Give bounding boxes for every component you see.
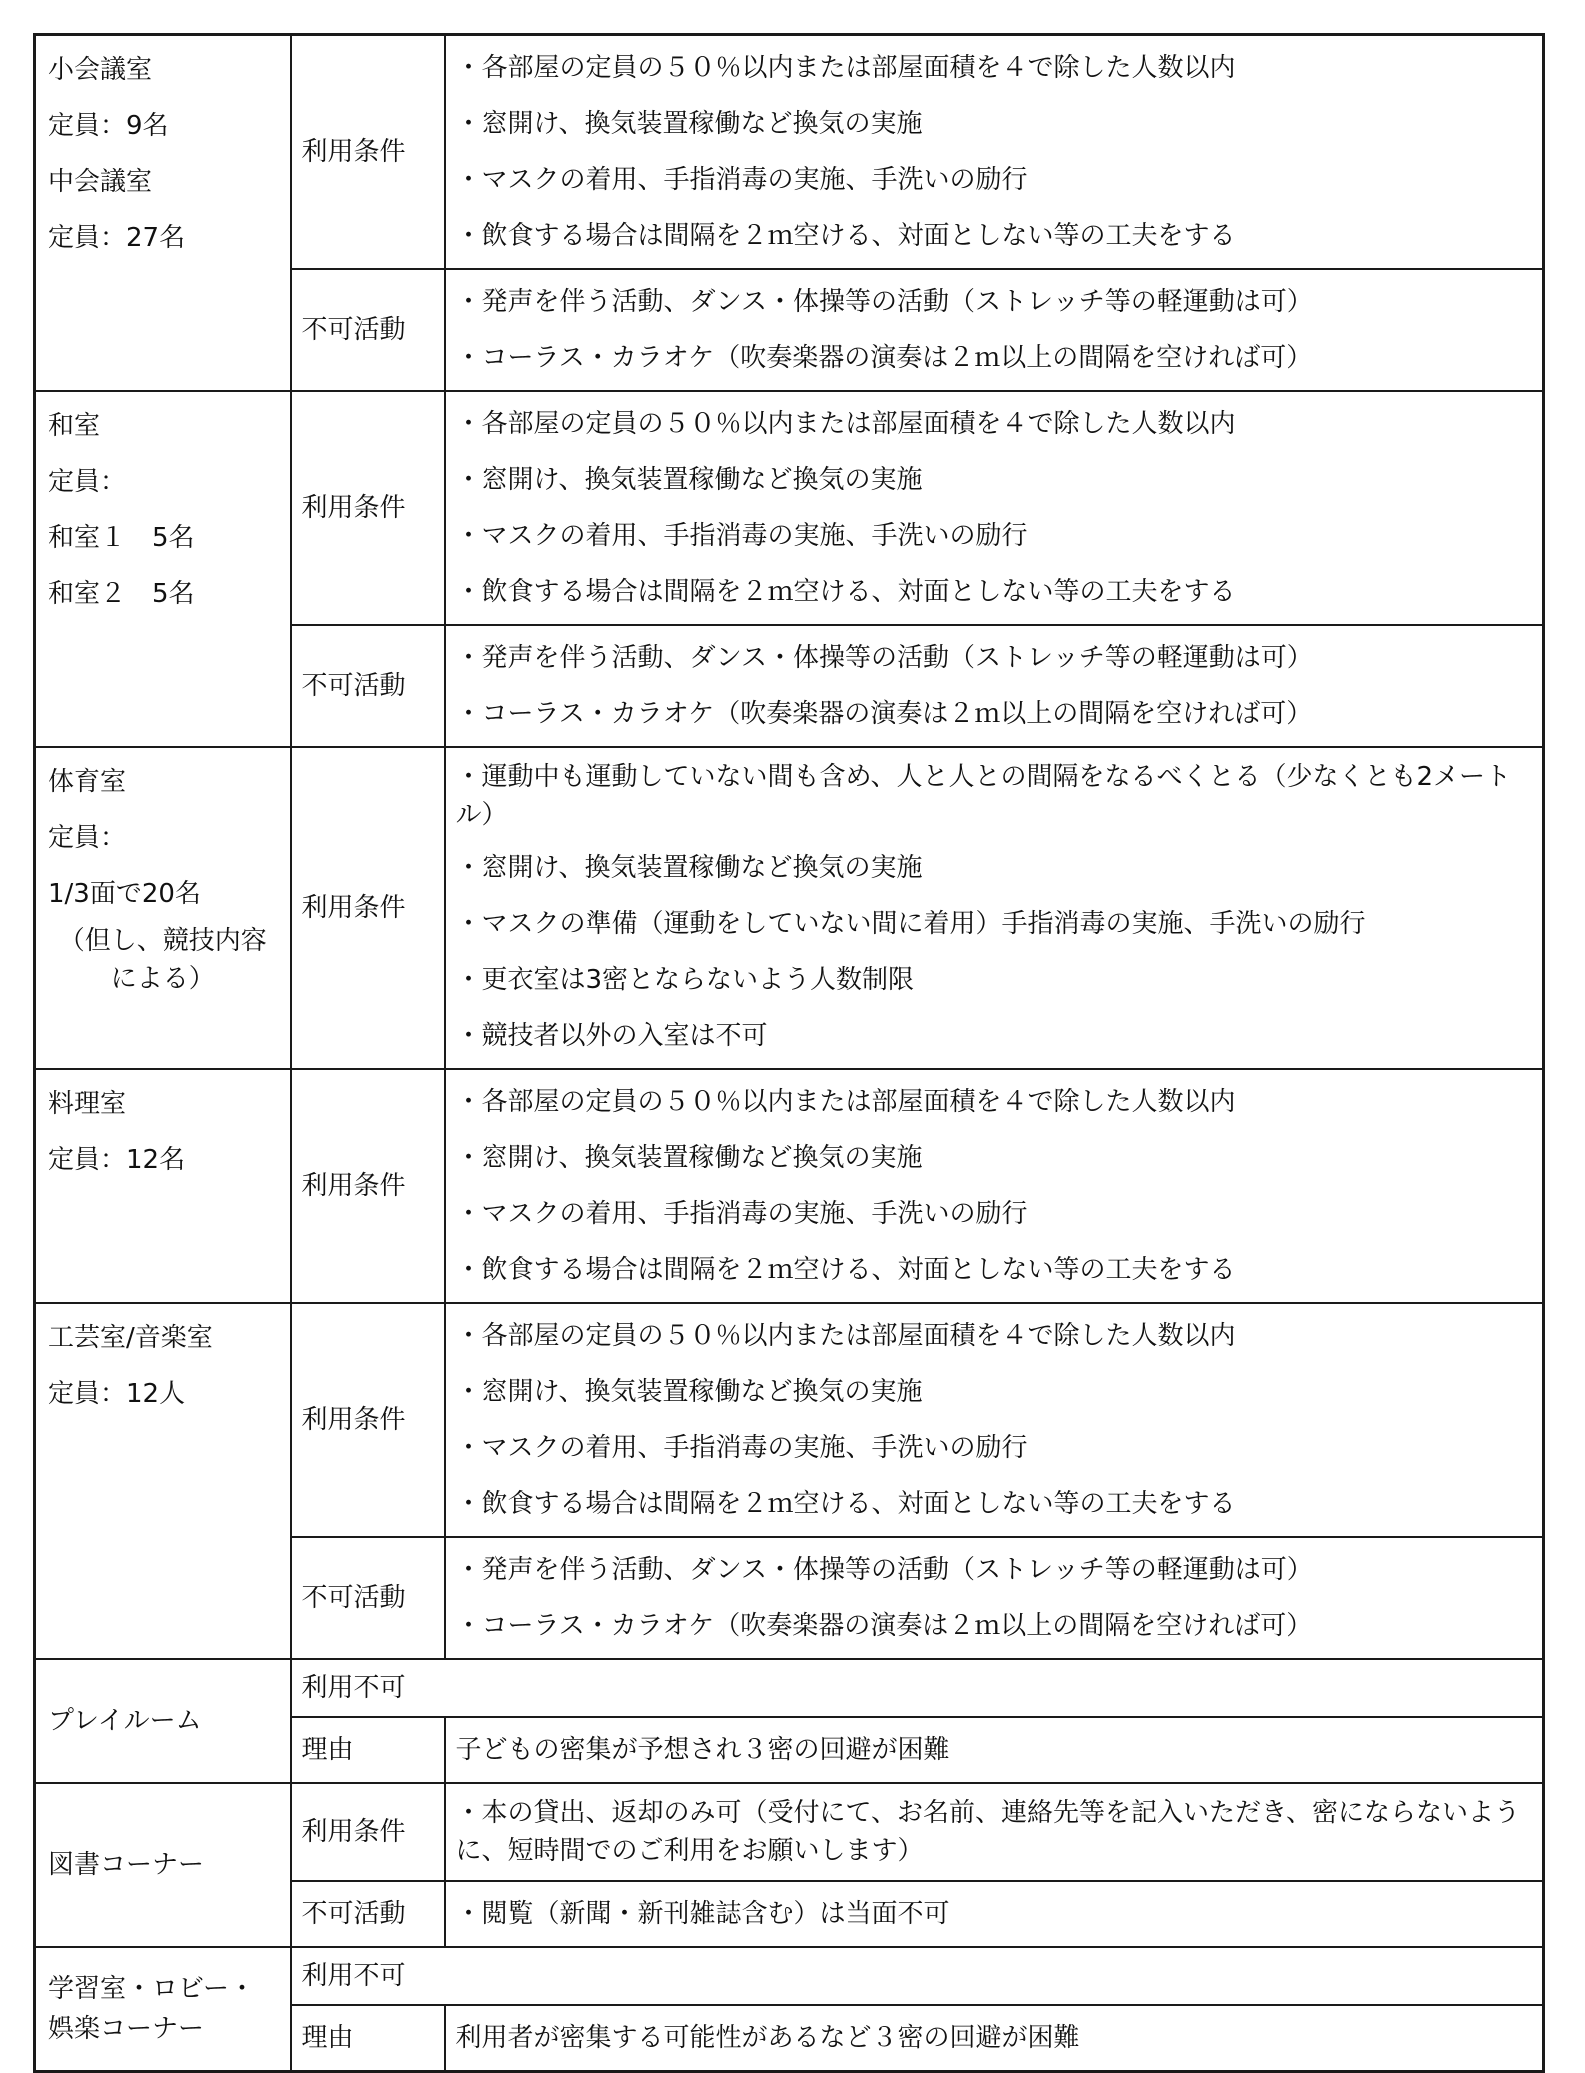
condition-item: ・飲食する場合は間隔を２ｍ空ける、対面としない等の工夫をする	[455, 1255, 1236, 1285]
condition-item: ・マスクの着用、手指消毒の実施、手洗いの励行	[455, 165, 1028, 195]
table-row	[35, 391, 1544, 625]
condition-item: ・マスクの着用、手指消毒の実施、手洗いの励行	[455, 521, 1028, 551]
condition-item: ・マスクの着用、手指消毒の実施、手洗いの励行	[455, 1433, 1028, 1463]
category-cell: 利用条件	[291, 1069, 445, 1303]
prohibited-cell	[445, 269, 1544, 391]
category-cell: 理由	[291, 2005, 445, 2072]
category-cell: 不可活動	[291, 625, 445, 747]
prohibited-cell	[445, 625, 1544, 747]
room-cell	[35, 391, 291, 747]
table-row	[35, 747, 1544, 1069]
conditions-cell	[445, 1303, 1544, 1537]
condition-item: ・本の貸出、返却のみ可（受付にて、お名前、連絡先等を記入いただき、密にならないように、短時間でのご利用をお願いします）	[455, 1798, 1520, 1866]
category-cell: 不可活動	[291, 269, 445, 391]
condition-item: ・窓開け、換気装置稼働など換気の実施	[455, 853, 923, 883]
condition-item: ・競技者以外の入室は不可	[455, 1021, 768, 1051]
category-cell: 不可活動	[291, 1881, 445, 1947]
prohibited-cell	[445, 1881, 1544, 1947]
conditions-cell	[445, 1069, 1544, 1303]
room-label-line: 学習室・ロビー・	[48, 1974, 255, 2004]
condition-item: ・各部屋の定員の５０％以内または部屋面積を４で除した人数以内	[455, 1321, 1236, 1351]
condition-item: ・各部屋の定員の５０％以内または部屋面積を４で除した人数以内	[455, 53, 1236, 83]
room-cell	[35, 35, 291, 392]
facility-rules-sheet	[33, 33, 1545, 2053]
condition-item: ・飲食する場合は間隔を２ｍ空ける、対面としない等の工夫をする	[455, 577, 1236, 607]
room-cell	[35, 1069, 291, 1303]
table-row	[35, 1069, 1544, 1303]
reason-cell	[445, 1717, 1544, 1783]
reason-text: 子どもの密集が予想され３密の回避が困難	[455, 1735, 950, 1765]
condition-item: ・飲食する場合は間隔を２ｍ空ける、対面としない等の工夫をする	[455, 1489, 1236, 1519]
prohibited-item: ・コーラス・カラオケ（吹奏楽器の演奏は２ｍ以上の間隔を空ければ可）	[455, 1611, 1313, 1641]
prohibited-item: ・発声を伴う活動、ダンス・体操等の活動（ストレッチ等の軽運動は可）	[455, 1555, 1313, 1585]
prohibited-item: ・閲覧（新聞・新刊雑誌含む）は当面不可	[455, 1899, 950, 1929]
room-capacity-line: 定員：12名	[48, 1145, 186, 1175]
room-label-line: 図書コーナー	[48, 1850, 205, 1880]
room-cell	[35, 747, 291, 1069]
prohibited-item: ・発声を伴う活動、ダンス・体操等の活動（ストレッチ等の軽運動は可）	[455, 643, 1313, 673]
room-capacity-line: 定員：9名	[48, 111, 169, 141]
condition-item: ・窓開け、換気装置稼働など換気の実施	[455, 465, 923, 495]
table-row	[35, 1659, 1544, 1717]
room-cell	[35, 1303, 291, 1659]
conditions-cell	[445, 35, 1544, 270]
prohibited-cell	[445, 1537, 1544, 1659]
room-label-line: 娯楽コーナー	[48, 2014, 205, 2044]
facility-rules-table	[33, 33, 1545, 2073]
condition-item: ・更衣室は3密とならないよう人数制限	[455, 965, 915, 995]
room-capacity-line: 和室１ 5名	[48, 523, 195, 553]
reason-text: 利用者が密集する可能性があるなど３密の回避が困難	[455, 2023, 1080, 2053]
unavailable-label: 利用不可	[291, 1947, 1544, 2005]
room-cell	[35, 1783, 291, 1947]
category-cell: 理由	[291, 1717, 445, 1783]
table-row	[35, 35, 1544, 270]
room-label-line: 和室	[48, 411, 101, 441]
room-capacity-line: 定員：27名	[48, 223, 186, 253]
condition-item: ・各部屋の定員の５０％以内または部屋面積を４で除した人数以内	[455, 409, 1236, 439]
condition-item: ・窓開け、換気装置稼働など換気の実施	[455, 109, 923, 139]
category-cell: 利用条件	[291, 35, 445, 270]
room-capacity-line: 定員：12人	[48, 1379, 186, 1409]
category-cell: 利用条件	[291, 391, 445, 625]
reason-cell	[445, 2005, 1544, 2072]
category-cell: 利用条件	[291, 747, 445, 1069]
condition-item: ・窓開け、換気装置稼働など換気の実施	[455, 1143, 923, 1173]
room-label-line: プレイルーム	[48, 1706, 202, 1736]
unavailable-label: 利用不可	[291, 1659, 1544, 1717]
room-label-line: 体育室	[48, 767, 127, 797]
category-cell: 利用条件	[291, 1783, 445, 1881]
room-cell	[35, 1659, 291, 1783]
condition-item: ・各部屋の定員の５０％以内または部屋面積を４で除した人数以内	[455, 1087, 1236, 1117]
room-label-line: 工芸室/音楽室	[48, 1323, 213, 1353]
room-note-line: （但し、競技内容による）	[58, 926, 267, 994]
prohibited-item: ・コーラス・カラオケ（吹奏楽器の演奏は２ｍ以上の間隔を空ければ可）	[455, 343, 1313, 373]
prohibited-item: ・発声を伴う活動、ダンス・体操等の活動（ストレッチ等の軽運動は可）	[455, 287, 1313, 317]
category-cell: 利用条件	[291, 1303, 445, 1537]
conditions-cell	[445, 391, 1544, 625]
table-row	[35, 1947, 1544, 2005]
table-row	[35, 1303, 1544, 1537]
conditions-cell	[445, 1783, 1544, 1881]
room-capacity-line: 定員：	[48, 823, 127, 853]
room-capacity-line: 定員：	[48, 467, 127, 497]
room-label-line: 中会議室	[48, 167, 153, 197]
room-label-line: 小会議室	[48, 55, 153, 85]
condition-item: ・運動中も運動していない間も含め、人と人との間隔をなるべくとる（少なくとも2メートル）	[455, 762, 1512, 830]
room-cell	[35, 1947, 291, 2072]
table-row	[35, 1783, 1544, 1881]
room-capacity-line: 和室２ 5名	[48, 579, 195, 609]
condition-item: ・マスクの準備（運動をしていない間に着用）手指消毒の実施、手洗いの励行	[455, 909, 1366, 939]
category-cell: 不可活動	[291, 1537, 445, 1659]
condition-item: ・マスクの着用、手指消毒の実施、手洗いの励行	[455, 1199, 1028, 1229]
condition-item: ・飲食する場合は間隔を２ｍ空ける、対面としない等の工夫をする	[455, 221, 1236, 251]
prohibited-item: ・コーラス・カラオケ（吹奏楽器の演奏は２ｍ以上の間隔を空ければ可）	[455, 699, 1313, 729]
room-capacity-line: 1/3面で20名	[48, 879, 201, 909]
room-label-line: 料理室	[48, 1089, 127, 1119]
conditions-cell	[445, 747, 1544, 1069]
condition-item: ・窓開け、換気装置稼働など換気の実施	[455, 1377, 923, 1407]
